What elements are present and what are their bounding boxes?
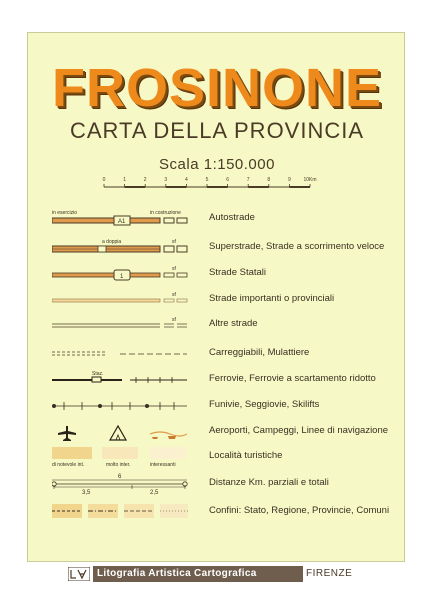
superstrade-left-note: a doppia [102, 239, 122, 245]
scale-tick-label: 0 [102, 177, 106, 183]
scale-segment [289, 186, 310, 188]
localita-note-1: di notevole int. [52, 462, 85, 468]
superstrade-symbol [52, 236, 202, 260]
legend-row-funivie [52, 394, 382, 418]
distanze-partial-1: 3,5 [82, 490, 91, 496]
legend-row-confini [52, 500, 390, 524]
legend-row-distanze [52, 472, 382, 496]
scale-tick-label: 4 [185, 177, 188, 183]
legend-row-superstrade [52, 236, 385, 260]
legend-row-autostrade [52, 207, 382, 231]
scale-label: Scala 1:150.000 [159, 156, 275, 173]
legend-label-aeroporti: Aeroporti, Campeggi, Linee di navigazione [209, 425, 389, 436]
autostrade-right-note: in costruzione [150, 210, 181, 216]
scale-bar [100, 173, 338, 191]
scale-tick-label: 5 [205, 177, 209, 183]
scale-tick-label: 3 [164, 177, 168, 183]
map-subtitle: CARTA DELLA PROVINCIA [69, 118, 365, 143]
scale-segment [207, 186, 228, 188]
navigation-line-icon [150, 432, 187, 439]
legend-label-localita: Località turistiche [209, 450, 283, 461]
confini-symbol [52, 500, 202, 524]
legend-row-strade-statali [52, 262, 382, 286]
legend-row-aeroporti [52, 420, 389, 444]
localita-symbol [52, 445, 202, 469]
camping-tent-icon [110, 426, 126, 440]
legend-row-altre-strade [52, 313, 382, 337]
legend-label-carreggiabili: Carreggiabili, Mulattiere [209, 347, 310, 358]
aeroporti-symbol [52, 420, 202, 444]
scale-segment [166, 186, 187, 188]
scale-tick-label: 2 [143, 177, 147, 183]
map-title: FROSINONE [51, 58, 383, 118]
scale-tick-label: 7 [246, 177, 250, 183]
legend-label-distanze: Distanze Km. parziali e totali [209, 477, 329, 488]
strade-statali-badge: 1 [120, 274, 124, 280]
localita-note-2: molto inter. [106, 462, 131, 468]
localita-note-3: interessanti [150, 462, 176, 468]
scale-tick-label: 10Km [303, 177, 317, 183]
legend-label-confini: Confini: Stato, Regione, Provincie, Comuni [209, 505, 390, 516]
ferrovie-left-note: Staz. [92, 371, 104, 377]
publisher-city: FIRENZE [306, 568, 353, 579]
legend-label-funivie: Funivie, Seggiovie, Skilifts [209, 399, 320, 410]
scale-tick-label: 1 [123, 177, 126, 183]
scale-tick-label: 9 [288, 177, 291, 183]
legend-label-altre-strade: Altre strade [209, 318, 258, 329]
autostrade-left-note: in esercizio [52, 210, 78, 216]
autostrade-badge: A1 [118, 219, 126, 225]
strade-importanti-right-note: sf [172, 292, 176, 298]
carreggiabili-symbol [52, 342, 202, 366]
publisher-logo-icon [68, 567, 90, 581]
autostrade-symbol [52, 207, 202, 231]
strade-importanti-symbol [52, 288, 202, 312]
scale-tick-label: 6 [226, 177, 229, 183]
distanze-total: 6 [118, 474, 122, 480]
legend-row-ferrovie [52, 368, 382, 392]
legend-label-strade-statali: Strade Statali [209, 267, 267, 278]
legend-row-localita [52, 445, 382, 469]
legend-label-strade-importanti: Strade importanti o provinciali [209, 293, 335, 304]
legend-label-ferrovie: Ferrovie, Ferrovie a scartamento ridotto [209, 373, 376, 384]
ferrovie-symbol [52, 368, 202, 392]
altre-strade-symbol [52, 313, 202, 337]
altre-strade-right-note: sf [172, 317, 176, 323]
legend-label-autostrade: Autostrade [209, 212, 255, 223]
distanze-partial-2: 2,5 [150, 490, 159, 496]
scale-tick-label: 8 [267, 177, 271, 183]
scale-segment [248, 186, 269, 188]
strade-statali-right-note: sf [172, 266, 176, 272]
distanze-symbol [52, 472, 202, 496]
scale-segment [125, 186, 146, 188]
funivie-symbol [52, 394, 202, 418]
publisher-name: Litografia Artistica Cartografica [93, 566, 303, 582]
superstrade-right-note: sf [172, 239, 176, 245]
strade-statali-symbol [52, 262, 202, 286]
legend-row-carreggiabili [52, 342, 382, 366]
legend-label-superstrade: Superstrade, Strade a scorrimento veloce [209, 241, 385, 252]
legend-row-strade-importanti [52, 288, 382, 312]
airplane-icon [58, 426, 76, 441]
